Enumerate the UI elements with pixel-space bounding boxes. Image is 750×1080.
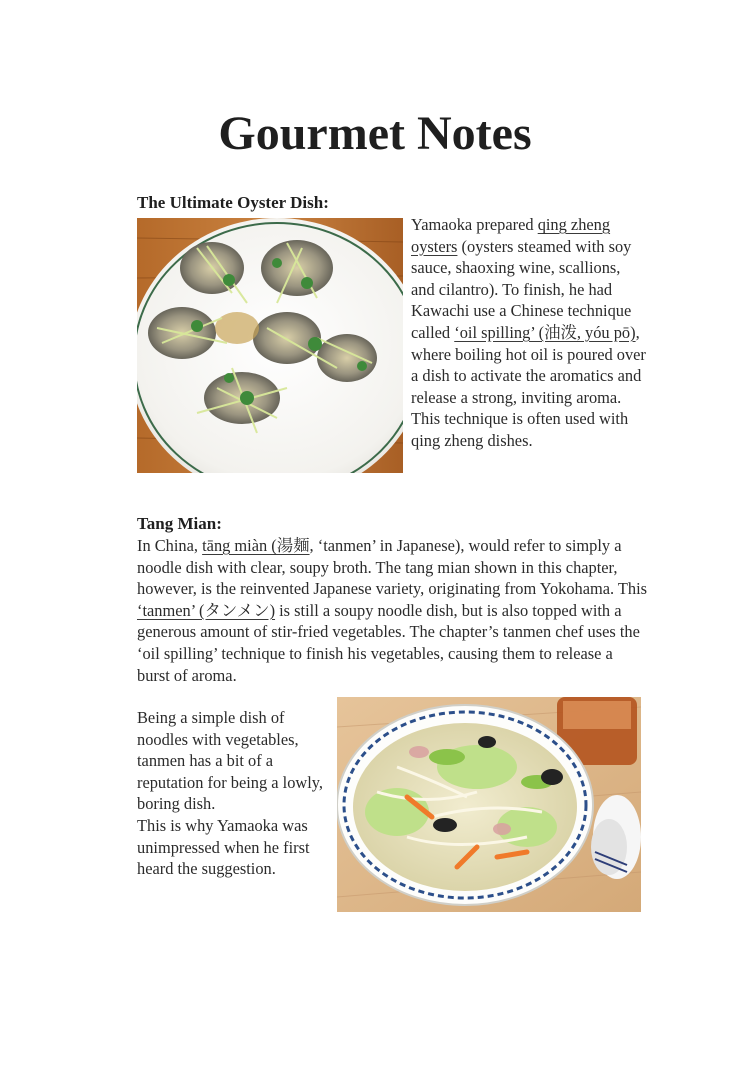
tanmen-dish-photo [337, 697, 641, 912]
tanmen-text-2: This is why Yamaoka was unimpressed when he first heard the suggestion. [137, 815, 310, 879]
oyster-heading: The Ultimate Oyster Dish: [137, 193, 329, 212]
oyster-paragraph [411, 214, 647, 452]
tang-mian-link[interactable]: tāng miàn (湯麺 [202, 536, 310, 555]
oyster-text-1: Yamaoka prepared [411, 215, 538, 234]
oyster-text-3: , where boiling hot oil is poured over a dish to activate the aromatics and release a strong, inviting aroma. [411, 322, 646, 407]
page-title: Gourmet Notes [218, 107, 532, 160]
tanmen-link[interactable]: ‘tanmen’ (タンメン) [137, 600, 276, 620]
oyster-text-2: (oysters steamed with soy sauce, shaoxing wine, scallions, and cilantro). To finish, he had Kawachi use a Chinese technique called [411, 236, 632, 342]
tang-text-2: , ‘tanmen’ in Japanese), would refer to simply a noodle dish with clear, soupy broth. The tang mian shown in this chapter, however, is the reinvented Japanese variety, originating from Yokohama. This [137, 536, 648, 599]
oyster-dish-photo [137, 218, 403, 473]
tang-text-1: In China, [137, 536, 203, 555]
oyster-text-4: This technique is often used with qing zheng dishes. [411, 409, 629, 450]
qing-zheng-oysters-link[interactable]: qing zheng oysters [411, 215, 611, 256]
oil-spilling-link[interactable]: ‘oil spilling’ (油泼, yóu pō) [454, 322, 636, 342]
tanmen-paragraph [137, 707, 323, 880]
tang-mian-heading: Tang Mian: [137, 514, 222, 533]
tanmen-text-1: Being a simple dish of noodles with vegetables, tanmen has a bit of a reputation for being a lowly, boring dish. [137, 708, 324, 814]
tang-mian-paragraph [137, 535, 649, 686]
tang-text-3: is still a soupy noodle dish, but is also topped with a generous amount of stir-fried vegetables. The chapter’s tanmen chef uses the ‘oil spilling’ technique to finish his vegetables, causing them to release a burst of aroma. [137, 600, 640, 685]
